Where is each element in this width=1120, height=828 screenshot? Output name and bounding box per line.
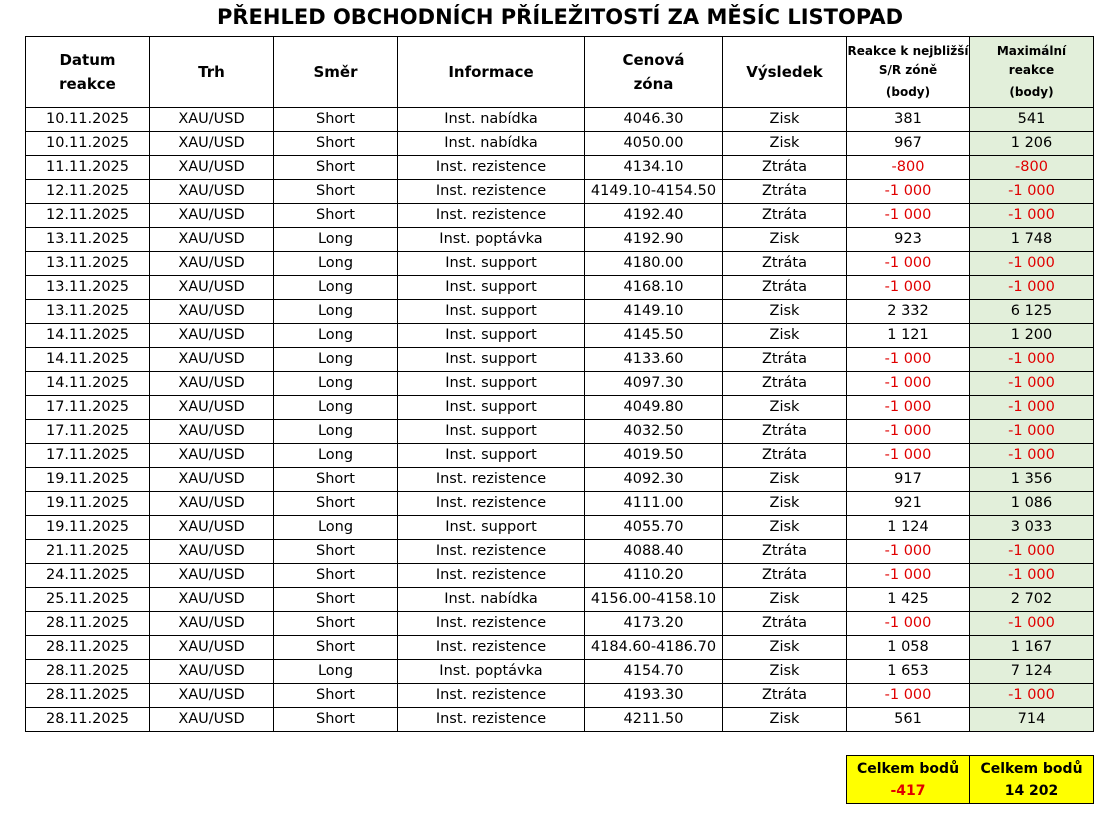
cell-market: XAU/USD <box>150 156 274 180</box>
cell-max-reaction: -1 000 <box>970 372 1094 396</box>
table-row <box>26 564 1094 588</box>
table-row <box>26 612 1094 636</box>
cell-market: XAU/USD <box>150 516 274 540</box>
cell-price-zone: 4019.50 <box>585 444 723 468</box>
cell-market: XAU/USD <box>150 540 274 564</box>
cell-reaction: -1 000 <box>847 372 970 396</box>
cell-max-reaction: -1 000 <box>970 276 1094 300</box>
cell-direction: Long <box>274 516 398 540</box>
cell-direction: Short <box>274 564 398 588</box>
table-row <box>26 708 1094 732</box>
cell-max-reaction: -1 000 <box>970 204 1094 228</box>
cell-direction: Long <box>274 444 398 468</box>
table-row <box>26 156 1094 180</box>
cell-date: 13.11.2025 <box>26 276 150 300</box>
cell-info: Inst. rezistence <box>398 492 585 516</box>
cell-direction: Short <box>274 636 398 660</box>
table-row <box>26 660 1094 684</box>
cell-date: 24.11.2025 <box>26 564 150 588</box>
cell-market: XAU/USD <box>150 588 274 612</box>
header-row <box>26 37 1094 108</box>
table-row <box>26 372 1094 396</box>
cell-info: Inst. support <box>398 300 585 324</box>
cell-max-reaction: 7 124 <box>970 660 1094 684</box>
cell-date: 14.11.2025 <box>26 324 150 348</box>
cell-date: 19.11.2025 <box>26 468 150 492</box>
cell-info: Inst. poptávka <box>398 228 585 252</box>
cell-max-reaction: 1 200 <box>970 324 1094 348</box>
cell-info: Inst. support <box>398 252 585 276</box>
cell-result: Ztráta <box>723 156 847 180</box>
cell-reaction: -800 <box>847 156 970 180</box>
cell-reaction: -1 000 <box>847 396 970 420</box>
cell-price-zone: 4032.50 <box>585 420 723 444</box>
cell-market: XAU/USD <box>150 612 274 636</box>
header-date <box>26 37 150 108</box>
cell-market: XAU/USD <box>150 396 274 420</box>
cell-direction: Short <box>274 612 398 636</box>
cell-result: Zisk <box>723 588 847 612</box>
cell-max-reaction: -1 000 <box>970 348 1094 372</box>
cell-date: 14.11.2025 <box>26 372 150 396</box>
cell-result: Zisk <box>723 636 847 660</box>
cell-price-zone: 4092.30 <box>585 468 723 492</box>
cell-date: 17.11.2025 <box>26 396 150 420</box>
cell-market: XAU/USD <box>150 564 274 588</box>
cell-price-zone: 4145.50 <box>585 324 723 348</box>
cell-result: Zisk <box>723 468 847 492</box>
cell-info: Inst. rezistence <box>398 180 585 204</box>
cell-reaction: 561 <box>847 708 970 732</box>
cell-price-zone: 4055.70 <box>585 516 723 540</box>
header-max-line1: Maximální <box>996 44 1067 58</box>
cell-max-reaction: 714 <box>970 708 1094 732</box>
cell-date: 28.11.2025 <box>26 708 150 732</box>
cell-date: 13.11.2025 <box>26 300 150 324</box>
cell-max-reaction: -1 000 <box>970 540 1094 564</box>
cell-result: Ztráta <box>723 612 847 636</box>
cell-result: Zisk <box>723 396 847 420</box>
cell-max-reaction: -1 000 <box>970 396 1094 420</box>
cell-market: XAU/USD <box>150 276 274 300</box>
cell-max-reaction: -1 000 <box>970 684 1094 708</box>
table-row <box>26 300 1094 324</box>
cell-market: XAU/USD <box>150 132 274 156</box>
cell-market: XAU/USD <box>150 420 274 444</box>
header-reaction-line2: S/R zóně <box>878 63 938 77</box>
cell-market: XAU/USD <box>150 492 274 516</box>
cell-direction: Short <box>274 492 398 516</box>
cell-price-zone: 4133.60 <box>585 348 723 372</box>
table-row <box>26 588 1094 612</box>
cell-info: Inst. support <box>398 444 585 468</box>
table-row <box>26 132 1094 156</box>
cell-date: 21.11.2025 <box>26 540 150 564</box>
cell-direction: Long <box>274 396 398 420</box>
cell-date: 17.11.2025 <box>26 444 150 468</box>
header-market: Trh <box>150 37 274 108</box>
header-max-line2: reakce <box>1008 63 1055 77</box>
cell-max-reaction: -1 000 <box>970 564 1094 588</box>
cell-max-reaction: 3 033 <box>970 516 1094 540</box>
cell-max-reaction: 1 167 <box>970 636 1094 660</box>
table-row <box>26 492 1094 516</box>
cell-reaction: -1 000 <box>847 540 970 564</box>
cell-reaction: -1 000 <box>847 564 970 588</box>
cell-result: Zisk <box>723 300 847 324</box>
total-max-cell <box>970 756 1094 804</box>
cell-price-zone: 4173.20 <box>585 612 723 636</box>
cell-market: XAU/USD <box>150 684 274 708</box>
cell-reaction: -1 000 <box>847 348 970 372</box>
cell-max-reaction: 1 748 <box>970 228 1094 252</box>
cell-direction: Long <box>274 276 398 300</box>
cell-reaction: 923 <box>847 228 970 252</box>
cell-result: Zisk <box>723 228 847 252</box>
cell-direction: Long <box>274 252 398 276</box>
cell-direction: Short <box>274 708 398 732</box>
cell-price-zone: 4211.50 <box>585 708 723 732</box>
cell-direction: Short <box>274 684 398 708</box>
header-max-unit: (body) <box>1009 85 1054 99</box>
cell-reaction: 1 425 <box>847 588 970 612</box>
cell-direction: Short <box>274 588 398 612</box>
table-row <box>26 252 1094 276</box>
cell-reaction: 1 121 <box>847 324 970 348</box>
header-price-zone <box>585 37 723 108</box>
cell-date: 10.11.2025 <box>26 108 150 132</box>
total-reaction-value: -417 <box>890 782 926 799</box>
cell-price-zone: 4149.10-4154.50 <box>585 180 723 204</box>
cell-result: Ztráta <box>723 444 847 468</box>
cell-result: Zisk <box>723 132 847 156</box>
cell-result: Zisk <box>723 516 847 540</box>
cell-date: 12.11.2025 <box>26 204 150 228</box>
header-reaction-line1: Reakce k nejbližší <box>847 44 969 58</box>
cell-price-zone: 4134.10 <box>585 156 723 180</box>
cell-info: Inst. nabídka <box>398 588 585 612</box>
cell-price-zone: 4088.40 <box>585 540 723 564</box>
cell-max-reaction: 2 702 <box>970 588 1094 612</box>
cell-date: 28.11.2025 <box>26 636 150 660</box>
cell-info: Inst. nabídka <box>398 108 585 132</box>
cell-date: 12.11.2025 <box>26 180 150 204</box>
cell-result: Ztráta <box>723 252 847 276</box>
cell-market: XAU/USD <box>150 636 274 660</box>
cell-max-reaction: 6 125 <box>970 300 1094 324</box>
cell-market: XAU/USD <box>150 180 274 204</box>
cell-info: Inst. nabídka <box>398 132 585 156</box>
cell-reaction: -1 000 <box>847 420 970 444</box>
cell-direction: Long <box>274 324 398 348</box>
table-row <box>26 180 1094 204</box>
cell-price-zone: 4097.30 <box>585 372 723 396</box>
cell-info: Inst. support <box>398 372 585 396</box>
table-body <box>26 108 1094 732</box>
table-row <box>26 684 1094 708</box>
cell-direction: Short <box>274 540 398 564</box>
cell-result: Zisk <box>723 660 847 684</box>
cell-reaction: 1 124 <box>847 516 970 540</box>
cell-direction: Short <box>274 108 398 132</box>
cell-date: 10.11.2025 <box>26 132 150 156</box>
total-reaction-cell <box>847 756 970 804</box>
header-price-zone-line1: Cenová <box>622 51 685 69</box>
cell-result: Zisk <box>723 108 847 132</box>
header-result: Výsledek <box>723 37 847 108</box>
cell-market: XAU/USD <box>150 108 274 132</box>
cell-reaction: -1 000 <box>847 252 970 276</box>
cell-date: 13.11.2025 <box>26 228 150 252</box>
header-reaction-sr <box>847 37 970 108</box>
table-row <box>26 204 1094 228</box>
cell-info: Inst. support <box>398 324 585 348</box>
cell-price-zone: 4046.30 <box>585 108 723 132</box>
cell-market: XAU/USD <box>150 348 274 372</box>
table-row <box>26 396 1094 420</box>
cell-result: Ztráta <box>723 348 847 372</box>
cell-info: Inst. rezistence <box>398 612 585 636</box>
cell-reaction: 921 <box>847 492 970 516</box>
cell-max-reaction: 1 356 <box>970 468 1094 492</box>
cell-market: XAU/USD <box>150 444 274 468</box>
cell-direction: Long <box>274 420 398 444</box>
cell-max-reaction: -1 000 <box>970 444 1094 468</box>
cell-max-reaction: -1 000 <box>970 420 1094 444</box>
cell-result: Ztráta <box>723 564 847 588</box>
cell-price-zone: 4111.00 <box>585 492 723 516</box>
cell-info: Inst. rezistence <box>398 540 585 564</box>
cell-date: 13.11.2025 <box>26 252 150 276</box>
cell-market: XAU/USD <box>150 300 274 324</box>
cell-market: XAU/USD <box>150 468 274 492</box>
cell-max-reaction: -1 000 <box>970 612 1094 636</box>
cell-info: Inst. poptávka <box>398 660 585 684</box>
cell-market: XAU/USD <box>150 372 274 396</box>
cell-price-zone: 4154.70 <box>585 660 723 684</box>
table-row <box>26 276 1094 300</box>
cell-info: Inst. support <box>398 276 585 300</box>
cell-max-reaction: -800 <box>970 156 1094 180</box>
cell-info: Inst. support <box>398 348 585 372</box>
cell-price-zone: 4050.00 <box>585 132 723 156</box>
cell-price-zone: 4193.30 <box>585 684 723 708</box>
cell-reaction: 967 <box>847 132 970 156</box>
header-date-line2: reakce <box>59 75 116 93</box>
cell-info: Inst. rezistence <box>398 468 585 492</box>
cell-price-zone: 4156.00-4158.10 <box>585 588 723 612</box>
cell-max-reaction: -1 000 <box>970 180 1094 204</box>
header-price-zone-line2: zóna <box>633 75 674 93</box>
header-date-line1: Datum <box>59 51 116 69</box>
cell-direction: Long <box>274 348 398 372</box>
totals-table <box>846 755 1094 804</box>
cell-direction: Long <box>274 228 398 252</box>
cell-reaction: -1 000 <box>847 180 970 204</box>
cell-info: Inst. rezistence <box>398 684 585 708</box>
opportunities-table <box>25 36 1094 732</box>
cell-info: Inst. rezistence <box>398 156 585 180</box>
cell-market: XAU/USD <box>150 204 274 228</box>
cell-reaction: 917 <box>847 468 970 492</box>
cell-info: Inst. rezistence <box>398 204 585 228</box>
page-title: PŘEHLED OBCHODNÍCH PŘÍLEŽITOSTÍ ZA MĚSÍC LISTOPAD <box>217 5 903 29</box>
table-row <box>26 540 1094 564</box>
table-row <box>26 636 1094 660</box>
cell-price-zone: 4049.80 <box>585 396 723 420</box>
cell-reaction: -1 000 <box>847 612 970 636</box>
cell-date: 17.11.2025 <box>26 420 150 444</box>
table-row <box>26 468 1094 492</box>
table-row <box>26 108 1094 132</box>
header-reaction-unit: (body) <box>885 85 931 99</box>
cell-direction: Long <box>274 300 398 324</box>
cell-result: Ztráta <box>723 372 847 396</box>
cell-price-zone: 4168.10 <box>585 276 723 300</box>
cell-date: 11.11.2025 <box>26 156 150 180</box>
cell-price-zone: 4149.10 <box>585 300 723 324</box>
header-direction: Směr <box>274 37 398 108</box>
cell-info: Inst. rezistence <box>398 564 585 588</box>
cell-direction: Short <box>274 156 398 180</box>
table-row <box>26 516 1094 540</box>
cell-info: Inst. support <box>398 420 585 444</box>
cell-result: Ztráta <box>723 276 847 300</box>
cell-price-zone: 4184.60-4186.70 <box>585 636 723 660</box>
cell-price-zone: 4192.40 <box>585 204 723 228</box>
cell-date: 28.11.2025 <box>26 660 150 684</box>
cell-info: Inst. support <box>398 396 585 420</box>
cell-date: 28.11.2025 <box>26 612 150 636</box>
total-reaction-label: Celkem bodů <box>856 760 960 777</box>
cell-result: Zisk <box>723 492 847 516</box>
cell-reaction: -1 000 <box>847 684 970 708</box>
cell-result: Ztráta <box>723 420 847 444</box>
cell-date: 14.11.2025 <box>26 348 150 372</box>
cell-price-zone: 4180.00 <box>585 252 723 276</box>
cell-max-reaction: 1 086 <box>970 492 1094 516</box>
cell-date: 19.11.2025 <box>26 516 150 540</box>
cell-date: 19.11.2025 <box>26 492 150 516</box>
cell-direction: Short <box>274 132 398 156</box>
cell-result: Ztráta <box>723 180 847 204</box>
table-row <box>26 324 1094 348</box>
cell-result: Zisk <box>723 708 847 732</box>
cell-price-zone: 4110.20 <box>585 564 723 588</box>
cell-info: Inst. rezistence <box>398 636 585 660</box>
totals-row <box>847 756 1094 804</box>
cell-result: Ztráta <box>723 540 847 564</box>
cell-max-reaction: 1 206 <box>970 132 1094 156</box>
cell-market: XAU/USD <box>150 708 274 732</box>
table-row <box>26 444 1094 468</box>
cell-max-reaction: -1 000 <box>970 252 1094 276</box>
cell-max-reaction: 541 <box>970 108 1094 132</box>
cell-reaction: 381 <box>847 108 970 132</box>
cell-result: Ztráta <box>723 684 847 708</box>
cell-date: 25.11.2025 <box>26 588 150 612</box>
cell-direction: Short <box>274 180 398 204</box>
cell-direction: Short <box>274 468 398 492</box>
cell-info: Inst. support <box>398 516 585 540</box>
header-info: Informace <box>398 37 585 108</box>
cell-market: XAU/USD <box>150 252 274 276</box>
cell-direction: Long <box>274 372 398 396</box>
table-row <box>26 420 1094 444</box>
cell-reaction: 1 653 <box>847 660 970 684</box>
cell-date: 28.11.2025 <box>26 684 150 708</box>
cell-result: Ztráta <box>723 204 847 228</box>
cell-info: Inst. rezistence <box>398 708 585 732</box>
cell-reaction: -1 000 <box>847 444 970 468</box>
cell-market: XAU/USD <box>150 660 274 684</box>
table-row <box>26 228 1094 252</box>
cell-reaction: 1 058 <box>847 636 970 660</box>
total-max-label: Celkem bodů <box>980 760 1083 777</box>
cell-direction: Long <box>274 660 398 684</box>
cell-direction: Short <box>274 204 398 228</box>
table-row <box>26 348 1094 372</box>
cell-market: XAU/USD <box>150 228 274 252</box>
cell-price-zone: 4192.90 <box>585 228 723 252</box>
cell-reaction: -1 000 <box>847 276 970 300</box>
cell-reaction: 2 332 <box>847 300 970 324</box>
total-max-value: 14 202 <box>1004 782 1059 799</box>
cell-result: Zisk <box>723 324 847 348</box>
cell-reaction: -1 000 <box>847 204 970 228</box>
header-max-reaction <box>970 37 1094 108</box>
cell-market: XAU/USD <box>150 324 274 348</box>
